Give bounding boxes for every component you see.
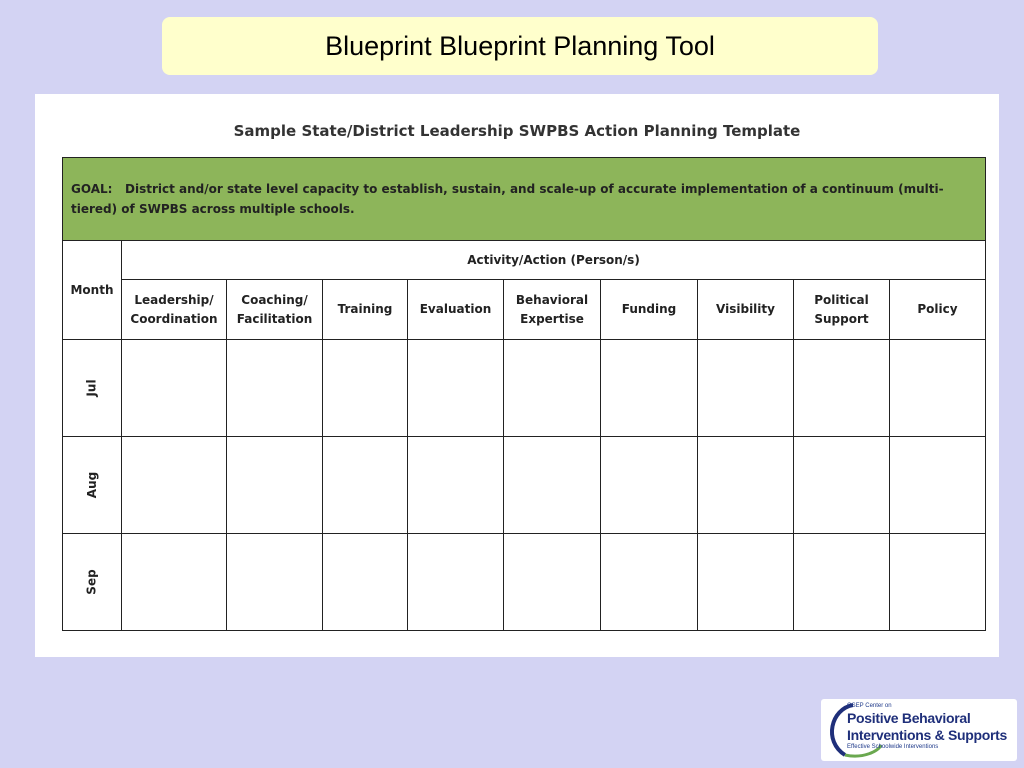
empty-cell (698, 534, 794, 631)
action-planning-table (62, 157, 986, 631)
month-cell: Jul (63, 340, 122, 437)
column-header: Policy (890, 280, 986, 340)
empty-cell (323, 534, 408, 631)
slide-title: Blueprint Blueprint Planning Tool (325, 30, 715, 61)
slide-title-box (162, 17, 878, 75)
logo-line-1: Positive Behavioral (847, 710, 971, 726)
template-title: Sample State/District Leadership SWPBS Action Planning Template (233, 122, 801, 140)
column-header-row (63, 280, 986, 340)
empty-cell (601, 340, 698, 437)
pbis-logo (821, 699, 1017, 761)
column-header: Visibility (698, 280, 794, 340)
empty-cell (122, 437, 227, 534)
logo-top-line: OSEP Center on (847, 703, 892, 709)
column-header: Coaching/ Facilitation (227, 280, 323, 340)
empty-cell (601, 437, 698, 534)
empty-cell (698, 437, 794, 534)
logo-tagline: Effective Schoolwide Interventions (847, 744, 939, 750)
column-header: Training (323, 280, 408, 340)
empty-cell (504, 534, 601, 631)
goal-cell (63, 158, 986, 241)
empty-cell (323, 437, 408, 534)
logo-line-2: Interventions & Supports (847, 727, 1008, 743)
empty-cell (601, 534, 698, 631)
column-header: Political Support (794, 280, 890, 340)
column-header: Evaluation (408, 280, 504, 340)
table-row (63, 534, 986, 631)
empty-cell (504, 437, 601, 534)
month-header: Month (63, 241, 122, 340)
empty-cell (794, 340, 890, 437)
column-header: Behavioral Expertise (504, 280, 601, 340)
empty-cell (227, 340, 323, 437)
goal-label: GOAL: (71, 182, 113, 196)
column-header: Funding (601, 280, 698, 340)
empty-cell (408, 534, 504, 631)
empty-cell (698, 340, 794, 437)
empty-cell (122, 534, 227, 631)
empty-cell (890, 340, 986, 437)
empty-cell (504, 340, 601, 437)
empty-cell (122, 340, 227, 437)
empty-cell (794, 437, 890, 534)
empty-cell (890, 534, 986, 631)
column-header: Leadership/ Coordination (122, 280, 227, 340)
month-cell: Sep (63, 534, 122, 631)
empty-cell (408, 437, 504, 534)
table-row (63, 340, 986, 437)
goal-text: District and/or state level capacity to establish, sustain, and scale-up of accurate implementation of a continuum (multi-tiered) of SWPBS across multiple schools. (71, 182, 944, 216)
empty-cell (227, 534, 323, 631)
empty-cell (890, 437, 986, 534)
empty-cell (408, 340, 504, 437)
empty-cell (227, 437, 323, 534)
empty-cell (323, 340, 408, 437)
month-cell: Aug (63, 437, 122, 534)
table-row (63, 437, 986, 534)
planning-template-image (35, 94, 999, 657)
activity-header: Activity/Action (Person/s) (122, 241, 986, 280)
empty-cell (794, 534, 890, 631)
